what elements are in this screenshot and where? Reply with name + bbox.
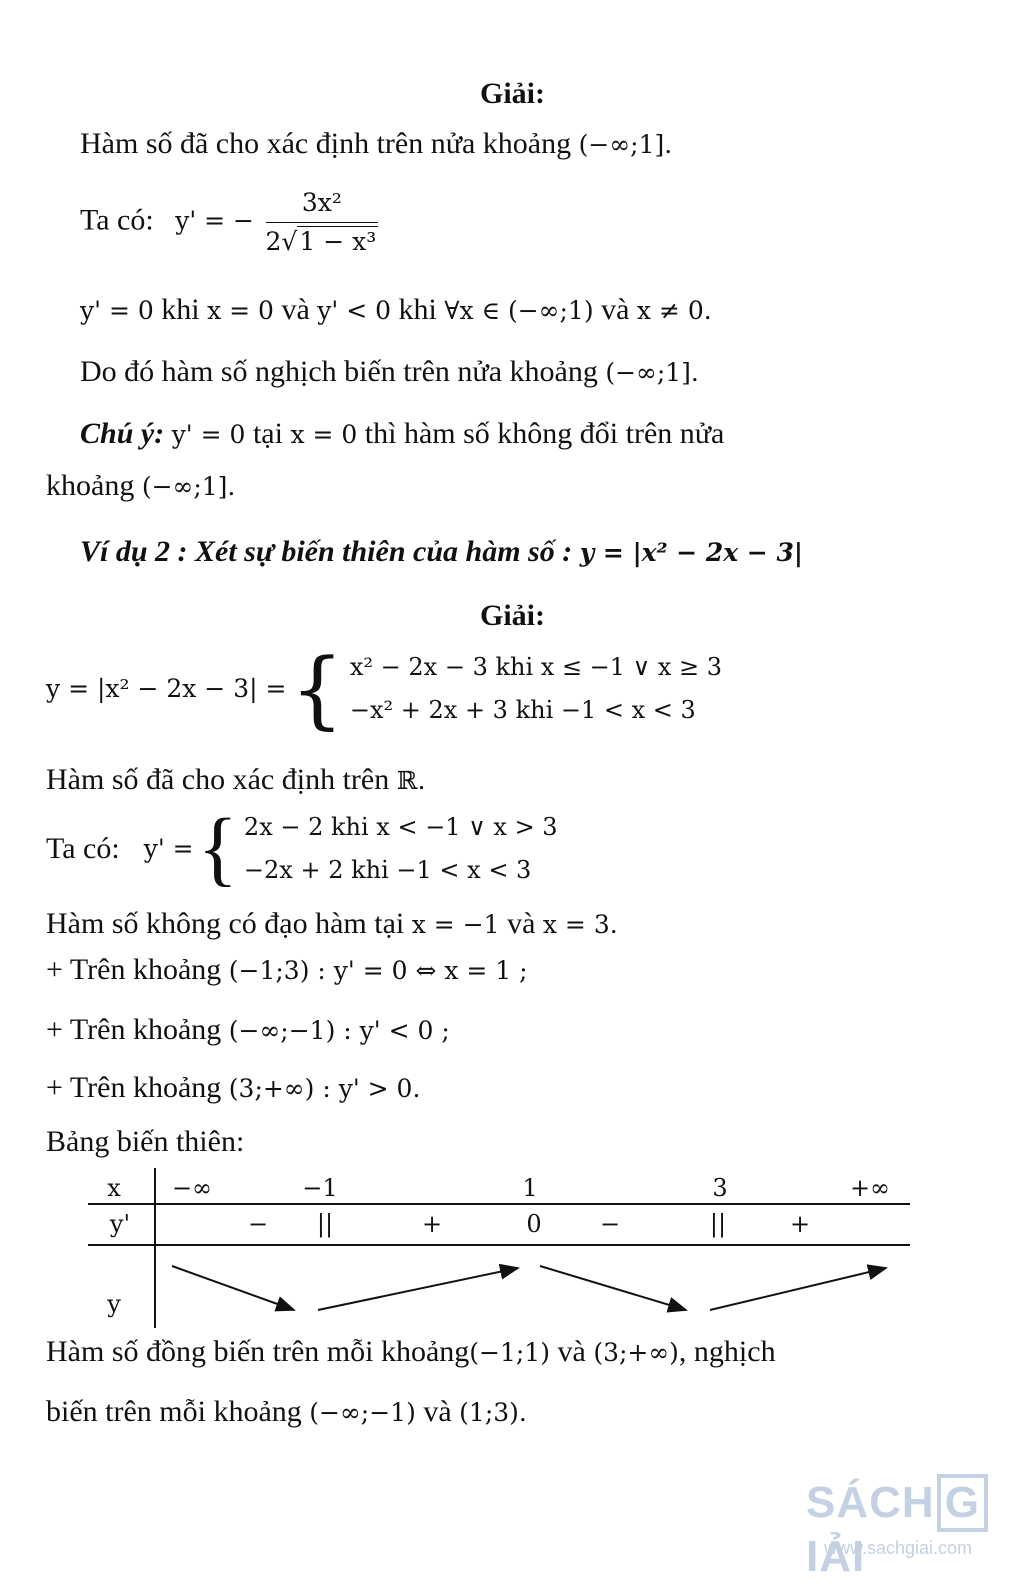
yprime-value: − [247,1210,269,1238]
solution-heading-2: Giải: [480,599,545,632]
t2: và [423,1395,452,1428]
case-1: x² − 2x − 3 khi x ≤ −1 ∨ x ≥ 3 [349,653,723,681]
solution-heading-1: Giải: [480,77,545,110]
t2: và [281,293,310,326]
m2: x = 0 [290,420,358,449]
yprime-value: || [316,1210,334,1238]
example-2-title [80,534,803,570]
m4: ∀x ∈ (−∞;1) [444,296,594,325]
sqrt-prefix: 2√ [265,227,298,256]
interval-line-3 [46,1070,420,1106]
m1: y' = 0 [171,420,246,449]
arrow-up-2 [710,1268,886,1310]
real-set: ℝ. [396,766,426,795]
text: Do đó hàm số nghịch biến trên nửa khoảng [80,355,598,388]
denominator [266,223,379,257]
piecewise-cases [350,646,722,732]
y-row-label: y [107,1290,121,1318]
x-value: 3 [712,1174,728,1202]
m1: y' = 0 [80,296,154,325]
brand-pre: SÁCH [806,1478,935,1527]
case-1: 2x − 2 khi x < −1 ∨ x > 3 [243,813,558,841]
m2: x = 0 [207,296,274,325]
text: Hàm số đã cho xác định trên nửa khoảng [80,127,572,160]
derivative-cases [244,806,558,892]
domain-statement-2 [46,762,425,798]
interval-line-1 [46,952,528,988]
derivative-line-1 [80,188,378,257]
text: + Trên khoảng [46,953,222,986]
note-label: Chú ý: [80,417,165,450]
yprime-row-label: y' [109,1210,131,1238]
t2: thì hàm số không đổi trên nửa [364,417,725,450]
case-2: −x² + 2x + 3 khi −1 < x < 3 [349,696,696,725]
interval: (−∞;1]. [605,358,699,387]
t2: và [557,1335,586,1368]
arrow-up-1 [318,1268,518,1310]
x-row-label: x [107,1174,121,1202]
label: Ta có: [46,832,120,866]
brand-post: IẢI [806,1532,866,1581]
note-line-2 [46,468,235,504]
interval: (−∞;1]. [141,472,236,501]
math: (−∞;−1) : y' < 0 ; [228,1016,450,1045]
case-2: −2x + 2 khi −1 < x < 3 [243,856,532,885]
text: Hàm số không có đạo hàm tại [46,907,405,940]
domain-statement-1 [80,126,672,162]
radicand: 1 − x³ [299,227,377,256]
brand-text [806,1474,1006,1582]
piecewise-definition [46,640,723,739]
interval-line-2 [46,1012,450,1048]
t1: tại [252,417,283,450]
m2: (3;+∞) [593,1338,679,1367]
text: + Trên khoảng [46,1013,222,1046]
non-differentiable-statement [46,906,618,942]
derivative-lhs: y' = − [175,206,254,236]
brand-box: G [937,1474,988,1532]
yprime-value: 0 [526,1210,542,1238]
variation-table [88,1168,910,1328]
m1: x = −1 [411,910,500,939]
m1: (−1;1) [469,1338,550,1367]
yprime-value: + [789,1210,811,1238]
variation-arrows [88,1168,910,1328]
sign-line [80,292,712,328]
table-title: Bảng biến thiên: [46,1125,245,1158]
text: khoảng [46,469,135,502]
conclusion-line-2 [46,1394,527,1430]
left-brace: { [290,640,344,739]
math: (−1;3) : y' = 0 ⇔ x = 1 ; [228,956,528,985]
arrow-down-2 [540,1266,686,1310]
t1: khi [161,293,200,326]
m5: x ≠ 0. [636,296,712,325]
piecewise-lhs: y = |x² − 2x − 3| = [46,674,287,704]
yprime-value: + [421,1210,443,1238]
t: và [507,907,536,940]
x-value: −1 [302,1174,338,1202]
interval: (−∞;1]. [578,130,673,159]
m1: (−∞;−1) [309,1398,416,1427]
math: (3;+∞) : y' > 0. [228,1074,421,1103]
t3: khi [398,293,437,326]
decreasing-statement [80,354,699,390]
m3: y' < 0 [317,296,392,325]
yprime-value: − [599,1210,621,1238]
brand-url: www.sachgiai.com [824,1538,973,1558]
text: Ta có: [80,203,154,237]
derivative-fraction [266,188,379,257]
text: biến trên mỗi khoảng [46,1395,302,1428]
x-value: 1 [522,1174,538,1202]
x-value: −∞ [171,1174,213,1202]
text: Hàm số đồng biến trên mỗi khoảng [46,1335,470,1368]
text: Hàm số đã cho xác định trên [46,763,390,796]
t3: , nghịch [678,1335,776,1368]
left-brace: { [197,802,238,896]
note-line [80,416,724,452]
derivative-lhs: y' = [143,834,194,864]
numerator: 3x² [266,188,379,223]
text: + Trên khoảng [46,1071,222,1104]
arrow-down-1 [172,1266,294,1310]
m2: x = 3. [542,910,618,939]
m2: (1;3). [459,1398,527,1427]
t4: và [601,293,630,326]
watermark-logo [806,1462,1006,1581]
conclusion-line-1 [46,1334,776,1370]
text: Ví dụ 2 : Xét sự biến thiên của hàm số : [80,535,573,568]
x-value: +∞ [849,1174,891,1202]
piecewise-derivative [46,802,558,896]
yprime-value: || [709,1210,727,1238]
function: y = |x² − 2x − 3| [579,538,804,567]
